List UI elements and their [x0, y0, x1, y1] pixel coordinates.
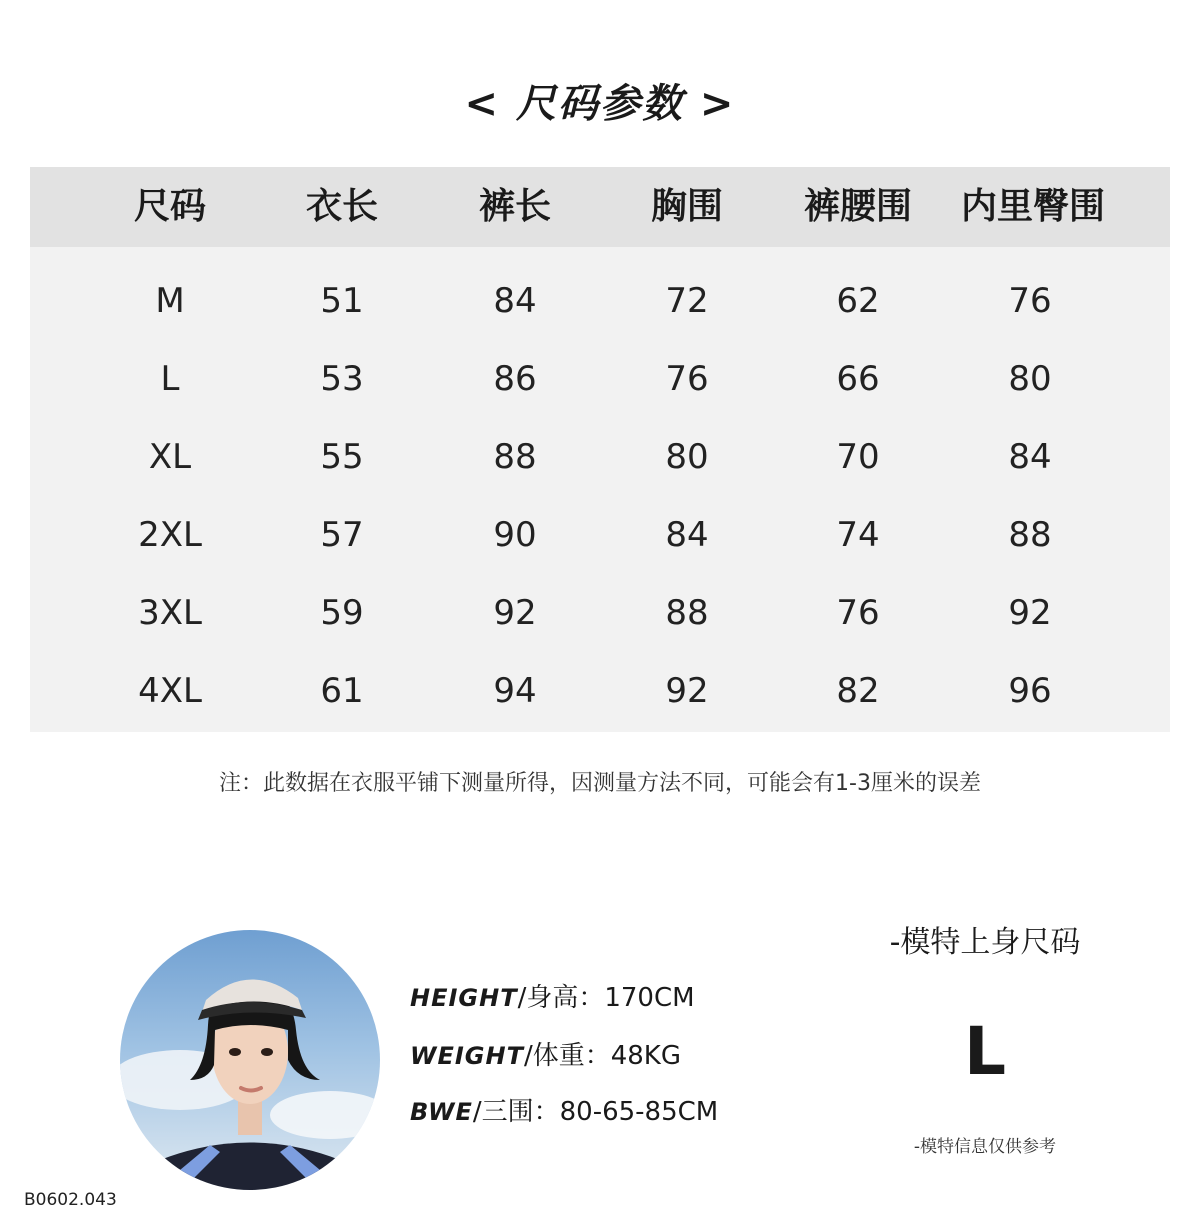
page-title: < 尺码参数 > [464, 81, 736, 127]
cell-hip: 96 [1008, 671, 1052, 711]
header-pants-length: 裤长 [478, 186, 551, 227]
cell-chest: 88 [665, 593, 709, 633]
size-table [30, 167, 1170, 732]
cell-top-length: 53 [320, 359, 364, 399]
model-photo [120, 930, 380, 1190]
cell-chest: 92 [665, 671, 709, 711]
cell-top-length: 61 [320, 671, 364, 711]
cell-chest: 84 [665, 515, 709, 555]
cell-size: M [155, 281, 185, 321]
cell-waist: 70 [836, 437, 880, 477]
cell-top-length: 57 [320, 515, 364, 555]
stat-height [410, 980, 695, 1016]
cell-hip: 88 [1008, 515, 1052, 555]
product-code: B0602.043 [24, 1190, 117, 1210]
stat-weight [410, 1038, 681, 1074]
cell-waist: 62 [836, 281, 880, 321]
cell-waist: 82 [836, 671, 880, 711]
header-top-length: 衣长 [305, 186, 378, 227]
cell-top-length: 51 [320, 281, 364, 321]
header-size: 尺码 [133, 186, 206, 227]
model-size-value: L [963, 1013, 1007, 1090]
model-size-title: -模特上身尺码 [889, 925, 1081, 960]
header-hip: 内里臀围 [960, 186, 1105, 227]
cell-size: L [160, 359, 180, 399]
model-portrait-illustration [120, 930, 380, 1190]
cell-top-length: 55 [320, 437, 364, 477]
cell-waist: 76 [836, 593, 880, 633]
stat-height-label: HEIGHT [410, 984, 518, 1012]
cell-chest: 72 [665, 281, 709, 321]
cell-top-length: 59 [320, 593, 364, 633]
table-header [30, 167, 1170, 247]
header-waist: 裤腰围 [803, 186, 912, 227]
stat-height-value: /身高：170CM [517, 983, 695, 1013]
stat-measurements-value: /三围：80-65-85CM [472, 1097, 719, 1127]
cell-size: XL [148, 437, 192, 477]
cell-hip: 84 [1008, 437, 1052, 477]
measurement-note: 注：此数据在衣服平铺下测量所得，因测量方法不同，可能会有1-3厘米的误差 [219, 771, 981, 796]
cell-chest: 80 [665, 437, 709, 477]
stat-measurements-label: BWE [410, 1098, 473, 1126]
cell-pants-length: 92 [493, 593, 537, 633]
cell-waist: 66 [836, 359, 880, 399]
cell-waist: 74 [836, 515, 880, 555]
cell-pants-length: 90 [493, 515, 537, 555]
stat-weight-value: /体重：48KG [523, 1041, 681, 1071]
cell-hip: 80 [1008, 359, 1052, 399]
cell-size: 3XL [138, 593, 202, 633]
cell-chest: 76 [665, 359, 709, 399]
cell-pants-length: 88 [493, 437, 537, 477]
stat-weight-label: WEIGHT [410, 1042, 524, 1070]
stat-measurements [410, 1094, 718, 1130]
model-info-note: -模特信息仅供参考 [913, 1137, 1057, 1157]
cell-size: 2XL [138, 515, 202, 555]
header-chest: 胸围 [650, 186, 723, 227]
cell-hip: 92 [1008, 593, 1052, 633]
cell-size: 4XL [138, 671, 202, 711]
cell-pants-length: 86 [493, 359, 537, 399]
cell-hip: 76 [1008, 281, 1052, 321]
cell-pants-length: 84 [493, 281, 537, 321]
cell-pants-length: 94 [493, 671, 537, 711]
